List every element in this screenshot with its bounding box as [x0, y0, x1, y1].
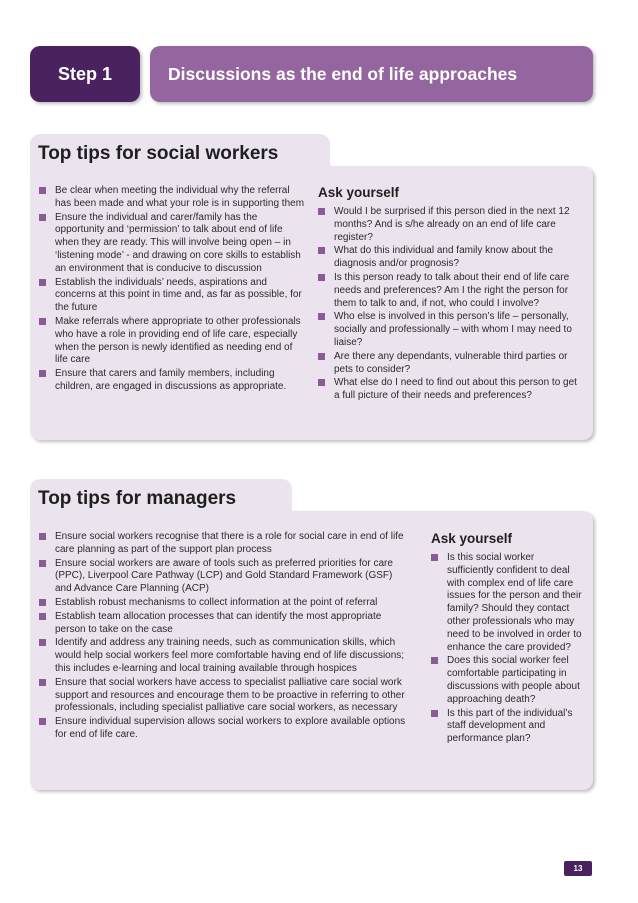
list-item: Ensure individual supervision allows social workers to explore available options for end of life care.	[39, 716, 409, 742]
social-workers-tips-list	[39, 185, 307, 395]
list-item: Ensure social workers recognise that there is a role for social care in end of life care planning as part of the support plan process	[39, 531, 409, 557]
list-item: Is this person ready to talk about their end of life care needs and preferences? Am I the right the person for them to talk to and, if not, who could I involve?	[318, 272, 583, 310]
list-item: Identify and address any training needs, such as communication skills, which would help social workers feel more comfortable having end of life discussions; this includes e-learning and local training available through hospices	[39, 637, 409, 675]
list-item: Is this social worker sufficiently confident to deal with complex end of life care issues for the person and their family? Should they contact other professionals who may need to be involved in order to enhance the care provided?	[431, 552, 583, 654]
ask-yourself-list	[431, 552, 583, 746]
list-item: Are there any dependants, vulnerable third parties or pets to consider?	[318, 351, 583, 377]
ask-yourself-heading: Ask yourself	[431, 531, 513, 546]
list-item: Ensure the individual and carer/family has the opportunity and ‘permission’ to talk about end of life when they are ready. This will involve being open – in ‘listening mode’ - and drawing on core skills to establish an environment that is conducive to discussion	[39, 212, 307, 276]
list-item: Ensure social workers are aware of tools such as preferred priorities for care (PPC), Liverpool Care Pathway (LCP) and Gold Standard Framework (GSF) and Advance Care Planning (ACP)	[39, 558, 409, 596]
list-item: Does this social worker feel comfortable participating in discussions with people about approaching death?	[431, 655, 583, 706]
list-item: What else do I need to find out about this person to get a full picture of their needs and preferences?	[318, 377, 583, 403]
list-item: Be clear when meeting the individual why the referral has been made and what your role is in supporting them	[39, 185, 307, 211]
list-item: Establish the individuals’ needs, aspirations and concerns at this point in time and, as far as possible, for the future	[39, 277, 307, 315]
managers-heading: Top tips for managers	[38, 488, 237, 509]
ask-yourself-heading: Ask yourself	[318, 185, 400, 200]
social-workers-heading: Top tips for social workers	[38, 143, 279, 164]
page-title: Discussions as the end of life approaches	[150, 46, 593, 102]
page-number: 13	[564, 861, 592, 876]
step-label: Step 1	[30, 46, 140, 102]
list-item: Make referrals where appropriate to other professionals who have a role in providing end of life care, especially when the person is newly identified as needing end of life care	[39, 316, 307, 367]
list-item: Is this part of the individual’s staff development and performance plan?	[431, 708, 583, 746]
list-item: Would I be surprised if this person died in the next 12 months? And is s/he already on an end of life care register?	[318, 206, 583, 244]
social-workers-ask-section	[318, 185, 583, 404]
list-item: Ensure that social workers have access to specialist palliative care social work support and resources and encourage them to be proactive in referring to other professionals, including specialist palliative care social workers, as necessary	[39, 677, 409, 715]
ask-yourself-list	[318, 206, 583, 403]
managers-ask-section	[431, 531, 583, 747]
list-item: Establish team allocation processes that can identify the most appropriate person to take on the case	[39, 611, 409, 637]
managers-tips-list	[39, 531, 409, 743]
list-item: What do this individual and family know about the diagnosis and/or prognosis?	[318, 245, 583, 271]
list-item: Ensure that carers and family members, including children, are engaged in discussions as appropriate.	[39, 368, 307, 394]
list-item: Who else is involved in this person’s life – personally, socially and professionally – with whom I may need to liaise?	[318, 311, 583, 349]
list-item: Establish robust mechanisms to collect information at the point of referral	[39, 597, 409, 610]
